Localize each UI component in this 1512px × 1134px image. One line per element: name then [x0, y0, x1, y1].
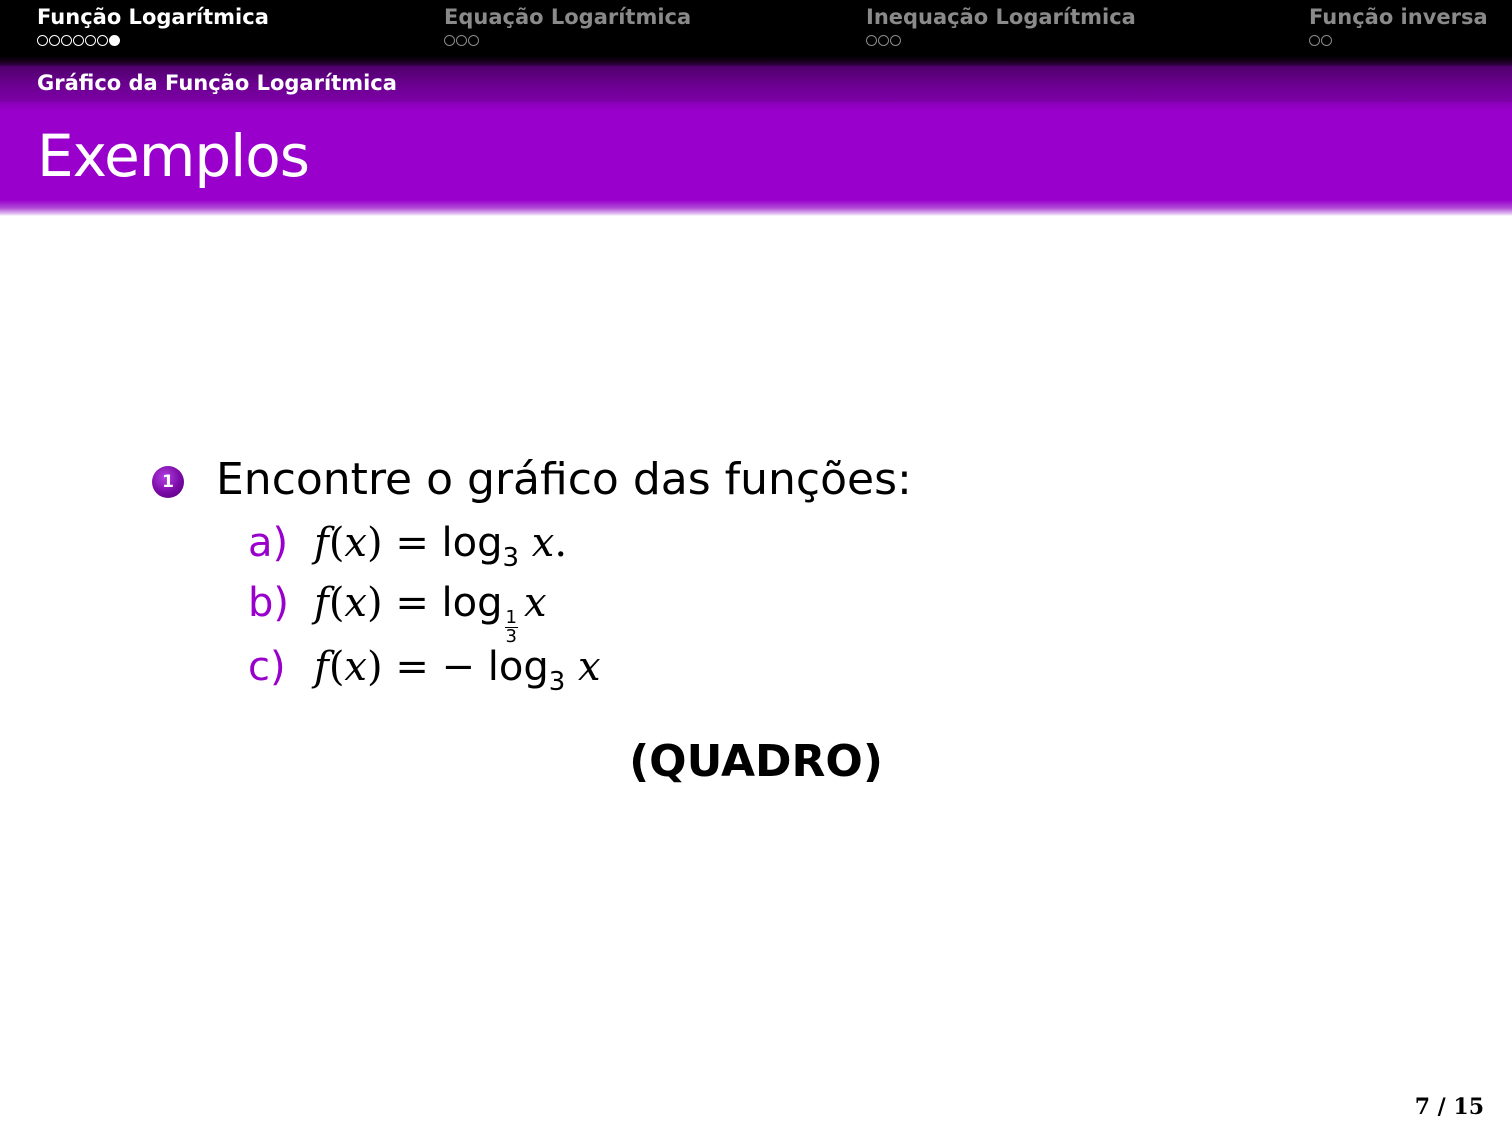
frame-dot[interactable] [85, 35, 96, 46]
log-operator: log [487, 644, 549, 690]
log-operator: log [441, 580, 503, 626]
frame-dot[interactable] [1321, 35, 1332, 46]
current-frame-dot[interactable] [109, 35, 120, 46]
nav-dots [1309, 33, 1488, 47]
nav-section-title[interactable]: Função Logarítmica [37, 5, 269, 29]
frame-dot[interactable] [37, 35, 48, 46]
frame-dot[interactable] [49, 35, 60, 46]
subsection-title[interactable]: Gráfico da Função Logarítmica [37, 71, 397, 95]
formula-suffix: . [554, 520, 568, 566]
item-number-badge: 1 [152, 466, 184, 498]
log-argument: x [578, 644, 601, 690]
frame-title: Exemplos [37, 122, 310, 190]
log-argument: x [531, 520, 555, 566]
nav-dots [444, 33, 691, 47]
function-symbol: f [314, 580, 329, 626]
nav-section-funcao-inversa[interactable] [1309, 4, 1488, 47]
nav-section-title[interactable]: Função inversa [1309, 5, 1488, 29]
log-base: 3 [548, 667, 566, 697]
nav-section-equacao-logaritmica[interactable] [444, 4, 691, 47]
function-symbol: f [314, 644, 329, 690]
frame-dot[interactable] [890, 35, 901, 46]
nav-section-title[interactable]: Inequação Logarítmica [866, 5, 1136, 29]
nav-section-funcao-logaritmica[interactable] [37, 4, 269, 47]
sub-item-label: c) [248, 644, 286, 690]
nav-section-inequacao-logaritmica[interactable] [866, 4, 1136, 47]
formula-c: f(x) = − $\log_3 x$ [314, 644, 601, 697]
log-base: 3 [502, 543, 520, 573]
frame-dot[interactable] [468, 35, 479, 46]
equals-sign: = [395, 520, 429, 566]
log-base-fraction [505, 609, 518, 646]
variable: x [344, 580, 367, 626]
frame-dot[interactable] [878, 35, 889, 46]
fraction-numerator: 1 [505, 607, 517, 628]
sub-item-label: b) [248, 580, 289, 626]
minus-sign: − [441, 644, 476, 690]
equals-sign: = [395, 580, 429, 626]
frame-dot[interactable] [61, 35, 72, 46]
equals-sign: = [395, 644, 429, 690]
log-operator: log [441, 520, 503, 566]
nav-section-title[interactable]: Equação Logarítmica [444, 5, 692, 29]
fraction-denominator: 3 [505, 626, 517, 647]
formula-a: $f(x) = \log_3 x$. [314, 520, 568, 573]
variable: x [344, 520, 367, 566]
nav-dots [37, 33, 269, 47]
variable: x [344, 644, 367, 690]
subsection-bar [0, 66, 1512, 102]
function-symbol: f [314, 520, 329, 566]
frame-dot[interactable] [97, 35, 108, 46]
frame-dot[interactable] [444, 35, 455, 46]
frame-dot[interactable] [73, 35, 84, 46]
frame-dot[interactable] [866, 35, 877, 46]
section-navigation-bar [0, 0, 1512, 66]
log-argument: x [523, 580, 547, 626]
item-text: Encontre o gráfico das funções: [216, 454, 912, 505]
board-note: (QUADRO) [629, 736, 883, 787]
frame-dot[interactable] [456, 35, 467, 46]
frame-title-band [0, 102, 1512, 216]
sub-item-label: a) [248, 520, 289, 566]
page-number: 7 / 15 [1414, 1094, 1484, 1120]
formula-b: f(x) = log $\frac{1}{3}$ x [314, 580, 547, 647]
frame-dot[interactable] [1309, 35, 1320, 46]
nav-dots [866, 33, 1136, 47]
